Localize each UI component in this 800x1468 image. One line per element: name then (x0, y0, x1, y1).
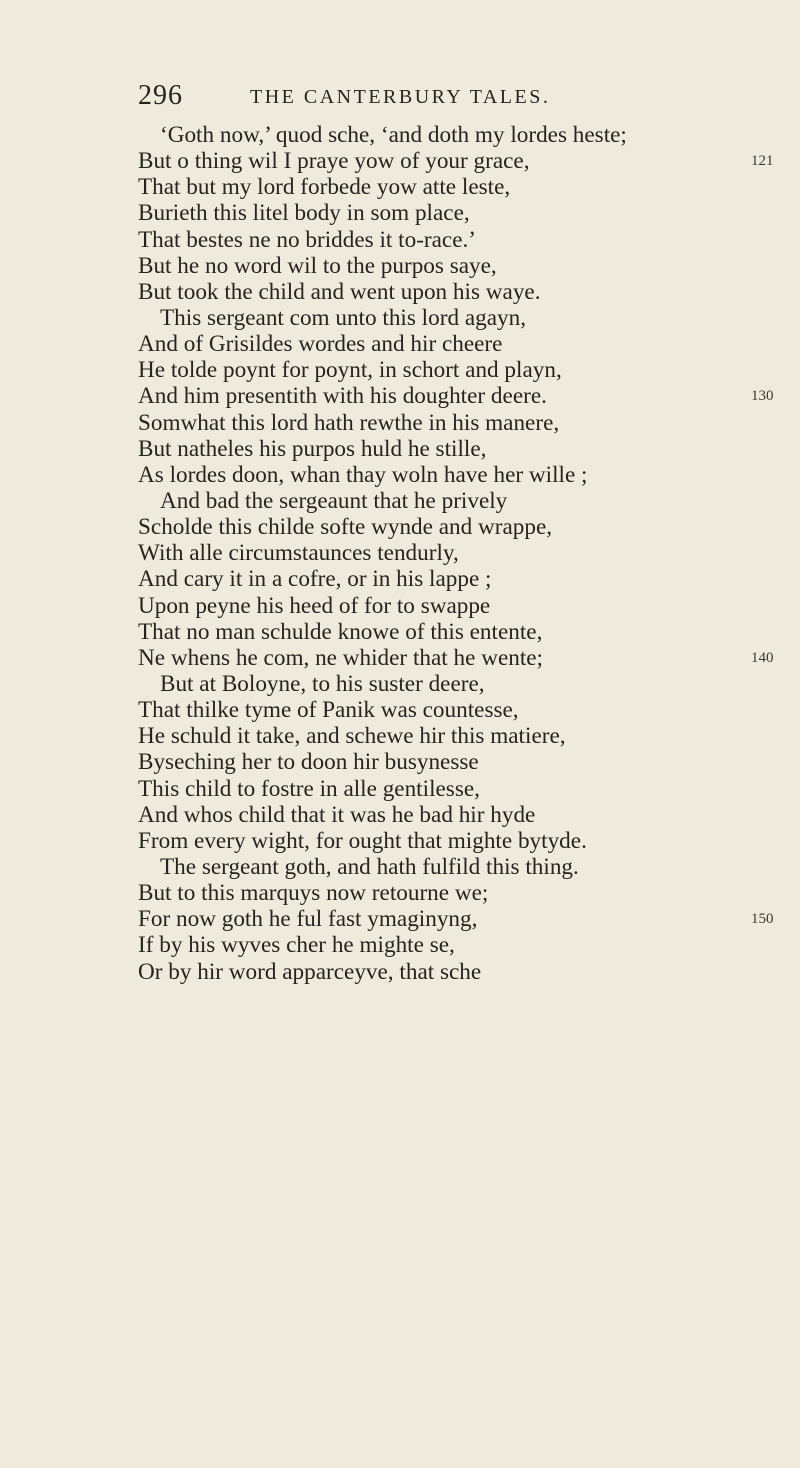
poem-line-text: Ne whens he com, ne whider that he wente; (138, 644, 544, 671)
poem-line-text: That thilke tyme of Panik was countesse, (138, 697, 519, 724)
poem-line-text: That but my lord forbede yow atte leste, (138, 174, 511, 201)
poem-line (0, 723, 800, 749)
line-number: 140 (751, 649, 774, 666)
poem-line (0, 410, 800, 436)
poem-line (0, 253, 800, 279)
poem-line (0, 959, 800, 985)
poem-line (0, 854, 800, 880)
poem-line-text: He schuld it take, and schewe hir this matiere, (138, 723, 566, 750)
poem-line (0, 540, 800, 566)
poem-line-text: Or by hir word apparceyve, that sche (138, 958, 482, 985)
line-number: 130 (751, 388, 774, 405)
poem-line (0, 122, 800, 148)
poem-line (0, 462, 800, 488)
poem-line (0, 383, 800, 409)
poem-line-text: He tolde poynt for poynt, in schort and playn, (138, 357, 562, 384)
line-number: 150 (751, 911, 774, 928)
poem-line (0, 880, 800, 906)
poem-line (0, 227, 800, 253)
poem-line (0, 357, 800, 383)
poem-line-text: But to this marquys now retourne we; (138, 880, 489, 907)
poem-line (0, 566, 800, 592)
poem-line-text: Upon peyne his heed of for to swappe (138, 592, 491, 619)
poem-line (0, 932, 800, 958)
poem-line (0, 200, 800, 226)
poem-line (0, 305, 800, 331)
poem-line (0, 514, 800, 540)
poem-line (0, 331, 800, 357)
poem-line (0, 619, 800, 645)
poem-line-text: And whos child that it was he bad hir hyde (138, 801, 536, 828)
poem-line-text: From every wight, for ought that mighte bytyde. (138, 827, 587, 854)
poem-line-text: If by his wyves cher he mighte se, (138, 932, 455, 959)
running-title: THE CANTERBURY TALES. (250, 86, 551, 108)
poem-line (0, 776, 800, 802)
poem-line (0, 828, 800, 854)
poem-line-text: Byseching her to doon hir busynesse (138, 749, 479, 776)
poem-line (0, 279, 800, 305)
poem-line-text: And him presentith with his doughter deere. (138, 383, 547, 410)
poem-line-text: But at Boloyne, to his suster deere, (160, 670, 485, 697)
poem-line (0, 671, 800, 697)
poem-line (0, 697, 800, 723)
poem-line (0, 488, 800, 514)
line-number: 121 (751, 153, 774, 170)
poem-line-text: And of Grisildes wordes and hir cheere (138, 331, 503, 358)
poem-line (0, 148, 800, 174)
poem-line (0, 436, 800, 462)
poem-line-text: That bestes ne no briddes it to-race.’ (138, 226, 477, 253)
poem-line-text: But o thing wil I praye yow of your grace, (138, 148, 530, 175)
page-number: 296 (138, 80, 183, 111)
poem-line-text: The sergeant goth, and hath fulfild this thing. (160, 853, 579, 880)
poem-line-text: For now goth he ful fast ymaginyng, (138, 906, 478, 933)
poem-line-text: Burieth this litel body in som place, (138, 200, 470, 227)
poem-line-text: As lordes doon, whan thay woln have her wille ; (138, 461, 588, 488)
poem-line (0, 174, 800, 200)
poem-line-text: But took the child and went upon his waye. (138, 278, 541, 305)
poem-line-text: But he no word wil to the purpos saye, (138, 252, 497, 279)
poem-line-text: With alle circumstaunces tendurly, (138, 540, 459, 567)
poem-line (0, 749, 800, 775)
poem-line-text: But natheles his purpos huld he stille, (138, 435, 487, 462)
poem-line (0, 802, 800, 828)
poem-line (0, 645, 800, 671)
page-header (138, 80, 658, 120)
poem-line-text: That no man schulde knowe of this entente, (138, 618, 543, 645)
poem-line-text: This child to fostre in alle gentilesse, (138, 775, 480, 802)
poem-line (0, 906, 800, 932)
poem-line-text: And cary it in a cofre, or in his lappe ; (138, 566, 492, 593)
poem-line-text: This sergeant com unto this lord agayn, (160, 304, 526, 331)
poem-line-text: And bad the sergeaunt that he prively (160, 487, 508, 514)
poem-line-text: Somwhat this lord hath rewthe in his manere, (138, 409, 560, 436)
poem-text (0, 122, 800, 985)
poem-line-text: Scholde this childe softe wynde and wrappe, (138, 514, 553, 541)
poem-line-text: ‘Goth now,’ quod sche, ‘and doth my lordes heste; (160, 122, 627, 148)
poem-line (0, 593, 800, 619)
